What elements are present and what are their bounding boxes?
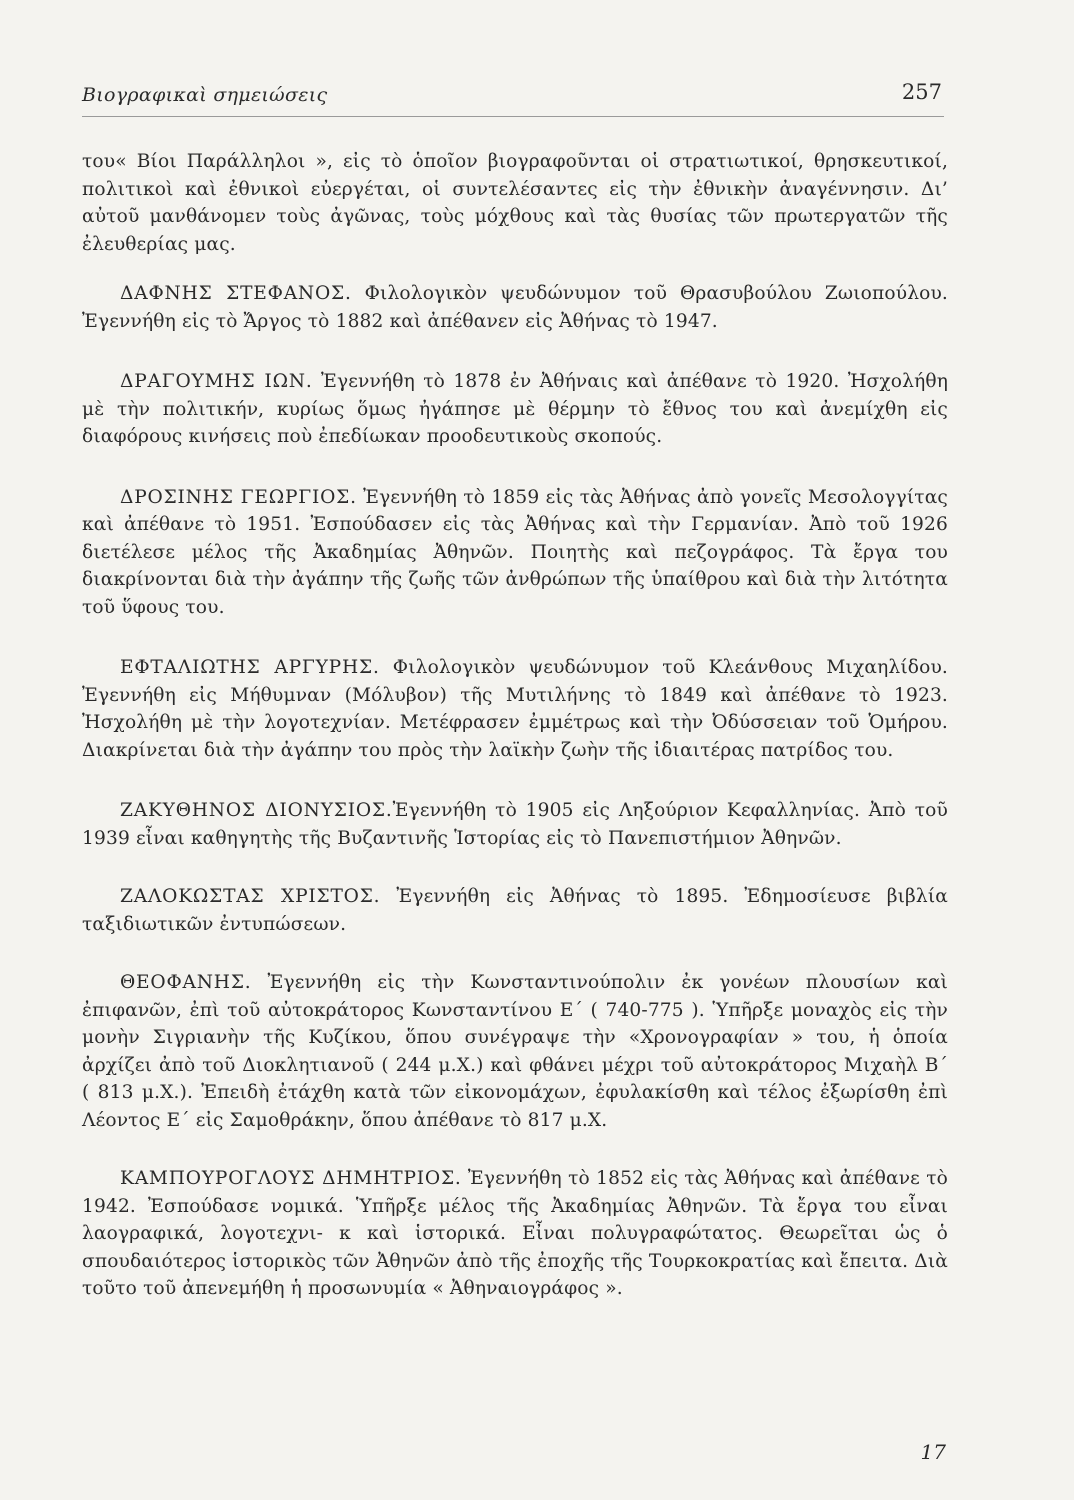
entry-name: ΖΑΛΟΚΩΣΤΑΣ ΧΡΙΣΤΟΣ.	[120, 886, 381, 907]
signature-mark: 17	[920, 1440, 946, 1464]
intro-paragraph: του« Βίοι Παράλληλοι », εἰς τὸ ὁποῖον βιογραφοῦνται οἱ στρατιωτικοί, θρησκευτικοί, πολιτικοὶ καὶ ἐθνικοὶ εὐεργέται, οἱ συντελέσαντες εἰς τὴν ἐθνικὴν ἀναγέννησιν. Δι’ αὐτοῦ μανθάνομεν τοὺς ἀγῶνας, τοὺς μόχθους καὶ τὰς θυσίας τῶν πρωτεργατῶν τῆς ἐλευθερίας μας.	[82, 151, 948, 255]
entry-text: Φιλολογικὸν ψευδώνυμον τοῦ Θρασυβούλου Ζωιοπούλου. Ἐγεννήθη εἰς τὸ Ἄργος τὸ 1882 καὶ ἀπέθανεν εἰς Ἀθήνας τὸ 1947.	[82, 283, 948, 332]
entry-name: ΚΑΜΠΟΥΡΟΓΛΟΥΣ ΔΗΜΗΤΡΙΟΣ.	[120, 1168, 462, 1189]
entry-dragoumis	[82, 368, 948, 451]
entry-zakythinos	[82, 797, 948, 852]
entry-dafnis	[82, 280, 948, 335]
running-title: Βιογραφικαὶ σημειώσεις	[82, 84, 328, 106]
entry-name: ΕΦΤΑΛΙΩΤΗΣ ΑΡΓΥΡΗΣ.	[120, 657, 380, 678]
entry-zalokostas	[82, 883, 948, 938]
page-header	[82, 80, 944, 117]
entry-theofanis	[82, 969, 948, 1134]
body-text	[82, 148, 948, 1334]
entry-text: Ἐγεννήθη τὸ 1852 εἰς τὰς Ἀθήνας καὶ ἀπέθανε τὸ 1942. Ἐσπούδασε νομικά. Ὑπῆρξε μέλος τῆς Ἀκαδημίας Ἀθηνῶν. Τὰ ἔργα του εἶναι λαογραφικά, λογοτεχνι- κ καὶ ἱστορικά. Εἶναι πολυγραφώτατος. Θεωρεῖται ὡς ὁ σπουδαιότερος ἱστορικὸς τῶν Ἀθηνῶν ἀπὸ τῆς ἐποχῆς τῆς Τουρκοκρατίας καὶ ἔπειτα. Διὰ τοῦτο τοῦ ἀπενεμήθη ἡ προσωνυμία « Ἀθηναιογράφος ».	[82, 1168, 948, 1299]
entry-text: Ἐγεννήθη τὸ 1878 ἐν Ἀθήναις καὶ ἀπέθανε τὸ 1920. Ἠσχολήθη μὲ τὴν πολιτικήν, κυρίως ὅμως ἠγάπησε μὲ θέρμην τὸ ἔθνος του καὶ ἀνεμίχθη εἰς διαφόρους κινήσεις ποὺ ἐπεδίωκαν προοδευτικοὺς σκοπούς.	[82, 371, 948, 447]
entry-text: Ἐγεννήθη τὸ 1905 εἰς Ληξούριον Κεφαλληνίας. Ἀπὸ τοῦ 1939 εἶναι καθηγητὴς τῆς Βυζαντινῆς Ἱστορίας εἰς τὸ Πανεπιστήμιον Ἀθηνῶν.	[82, 800, 948, 849]
entry-text: Φιλολογικὸν ψευδώνυμον τοῦ Κλεάνθους Μιχαηλίδου. Ἐγεννήθη εἰς Μήθυμναν (Μόλυβον) τῆς Μυτιλήνης τὸ 1849 καὶ ἀπέθανε τὸ 1923. Ἠσχολήθη μὲ τὴν λογοτεχνίαν. Μετέφρασεν ἐμμέτρως καὶ τὴν Ὀδύσσειαν τοῦ Ὁμήρου. Διακρίνεται διὰ τὴν ἀγάπην του πρὸς τὴν λαϊκὴν ζωὴν τῆς ἰδιαιτέρας πατρίδος του.	[82, 657, 948, 761]
entry-kambouroglous	[82, 1165, 948, 1303]
entry-drosinis	[82, 484, 948, 622]
entry-name: ΔΡΑΓΟΥΜΗΣ ΙΩΝ.	[120, 371, 313, 392]
page-number: 257	[901, 80, 942, 104]
entry-text: Ἐγεννήθη εἰς Ἀθήνας τὸ 1895. Ἐδημοσίευσε βιβλία ταξιδιωτικῶν ἐντυπώσεων.	[82, 886, 949, 935]
entry-text: Ἐγεννήθη τὸ 1859 εἰς τὰς Ἀθήνας ἀπὸ γονεῖς Μεσολογγίτας καὶ ἀπέθανε τὸ 1951. Ἐσπούδασεν εἰς τὰς Ἀθήνας καὶ τὴν Γερμανίαν. Ἀπὸ τοῦ 1926 διετέλεσε μέλος τῆς Ἀκαδημίας Ἀθηνῶν. Ποιητὴς καὶ πεζογράφος. Τὰ ἔργα του διακρίνονται διὰ τὴν ἀγάπην τῆς ζωῆς τῶν ἀνθρώπων τῆς ὑπαίθρου καὶ διὰ τὴν λιτότητα τοῦ ὕφους του.	[82, 486, 948, 618]
entry-name: ΖΑΚΥΘΗΝΟΣ ΔΙΟΝΥΣΙΟΣ.	[120, 800, 393, 821]
entry-eftaliotis	[82, 654, 948, 764]
entry-text: Ἐγεννήθη εἰς τὴν Κωνσταντινούπολιν ἐκ γονέων πλουσίων καὶ ἐπιφανῶν, ἐπὶ τοῦ αὐτοκράτορος Κωνσταντίνου Ε΄ ( 740-775 ). Ὑπῆρξε μοναχὸς εἰς τὴν μονὴν Σιγριανὴν τῆς Κυζίκου, ὅπου συνέγραψε τὴν «Χρονογραφίαν » του, ἡ ὁποία ἀρχίζει ἀπὸ τοῦ Διοκλητιανοῦ ( 244 μ.Χ.) καὶ φθάνει μέχρι τοῦ αὐτοκράτορος Μιχαὴλ Β΄ ( 813 μ.Χ.). Ἐπειδὴ ἐτάχθη κατὰ τῶν εἰκονομάχων, ἐφυλακίσθη καὶ τέλος ἐξωρίσθη ἐπὶ Λέοντος Ε΄ εἰς Σαμοθράκην, ὅπου ἀπέθανε τὸ 817 μ.Χ.	[82, 972, 948, 1131]
entry-name: ΔΑΦΝΗΣ ΣΤΕΦΑΝΟΣ.	[120, 283, 352, 304]
entry-name: ΔΡΟΣΙΝΗΣ ΓΕΩΡΓΙΟΣ.	[120, 486, 357, 508]
entry-name: ΘΕΟΦΑΝΗΣ.	[120, 972, 252, 993]
